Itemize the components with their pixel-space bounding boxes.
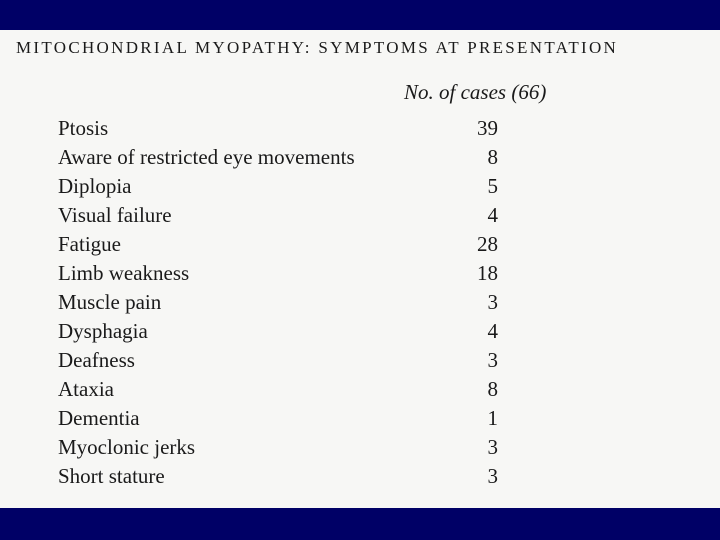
page-title: MITOCHONDRIAL MYOPATHY: SYMPTOMS AT PRESENTATION: [16, 38, 619, 57]
case-count: 3: [487, 290, 498, 314]
symptom-label: Aware of restricted eye movements: [58, 145, 355, 169]
table-row: [58, 261, 498, 290]
case-count: 4: [487, 203, 498, 227]
table-row: [58, 377, 498, 406]
symptom-label: Fatigue: [58, 232, 121, 256]
case-count: 3: [487, 348, 498, 372]
table-row: [58, 319, 498, 348]
symptom-label: Dysphagia: [58, 319, 148, 343]
cases-column-header: No. of cases (66): [404, 80, 547, 104]
case-count: 5: [487, 174, 498, 198]
symptom-label: Ataxia: [58, 377, 114, 401]
document-page: [0, 30, 720, 508]
case-count: 1: [487, 406, 498, 430]
table-row: [58, 232, 498, 261]
table-row: [58, 464, 498, 493]
case-count: 28: [477, 232, 498, 256]
symptom-label: Deafness: [58, 348, 135, 372]
symptom-table: [58, 116, 498, 493]
table-row: [58, 290, 498, 319]
symptom-label: Muscle pain: [58, 290, 162, 314]
case-count: 18: [477, 261, 498, 285]
symptom-label: Ptosis: [58, 116, 109, 140]
table-row: [58, 145, 498, 174]
symptom-label: Myoclonic jerks: [58, 435, 196, 459]
table-row: [58, 203, 498, 232]
symptom-label: Visual failure: [58, 203, 172, 227]
table-row: [58, 435, 498, 464]
case-count: 8: [487, 145, 498, 169]
table-row: [58, 174, 498, 203]
case-count: 3: [487, 435, 498, 459]
case-count: 3: [487, 464, 498, 488]
case-count: 8: [487, 377, 498, 401]
table-row: [58, 348, 498, 377]
top-frame-bar: [0, 0, 720, 30]
table-row: [58, 116, 498, 145]
bottom-frame-bar: [0, 508, 720, 540]
symptom-label: Diplopia: [58, 174, 132, 198]
symptom-label: Limb weakness: [58, 261, 190, 285]
case-count: 4: [487, 319, 498, 343]
symptom-label: Short stature: [58, 464, 165, 488]
case-count: 39: [477, 116, 498, 140]
table-row: [58, 406, 498, 435]
symptom-label: Dementia: [58, 406, 140, 430]
